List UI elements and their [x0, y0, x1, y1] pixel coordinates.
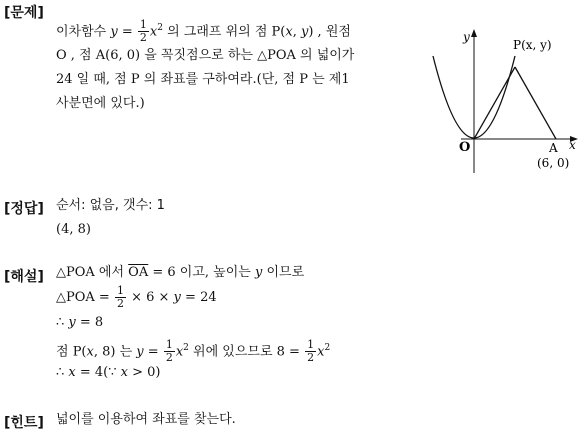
answer-text [56, 194, 165, 242]
explanation-line-4: 점 P(x, 8) 는 y = $\frac{1}{2}$ $x^2$ 위에 있으므로 8 = $\frac{1}{2}$ $x^2$ [56, 338, 331, 365]
explanation-label: [해설] [4, 269, 44, 285]
x-axis-label: x [569, 138, 576, 152]
explanation-line-3: ∴ y = 8 [56, 315, 104, 330]
point-a-coords: (6, 0) [537, 156, 570, 170]
fraction: $\frac{1}{2}$ [307, 338, 315, 365]
explanation-line-1: △POA 에서 $\overline{OA} = 6$ 이고, 높이는 y 이므로 [56, 265, 305, 280]
answer-line-2: (4, 8) [56, 222, 91, 237]
y-axis-label: y [463, 30, 470, 44]
hint-text: 넓이를 이용하여 좌표를 찾는다. [56, 412, 236, 427]
problem-line-4: 사분면에 있다.) [56, 96, 145, 112]
problem-line-1: 이차함수 y = $\frac{1}{2}$ $x^2$ 의 그래프 위의 점 P(x, y) , 원점 [56, 18, 351, 45]
explanation-line-2: △POA = $\frac{1}{2}$ × 6 × y = 24 [56, 284, 217, 310]
point-p-label: P(x, y) [513, 38, 552, 52]
explanation-line-5: ∴ x = 4(∵ x > 0) [56, 365, 161, 380]
problem-line-3: 24 일 때, 점 P 의 좌표를 구하여라.(단, 점 P 는 제1 [56, 72, 350, 88]
problem-line-2: O , 점 A(6, 0) 을 꼭짓점으로 하는 △POA 의 넓이가 [56, 48, 355, 64]
problem-text [56, 16, 354, 116]
segment-op [474, 67, 515, 139]
problem-label: [문제] [4, 5, 44, 21]
origin-label: O [459, 140, 471, 155]
fraction: $\frac{1}{2}$ [165, 338, 173, 365]
fraction: $\frac{1}{2}$ [139, 18, 147, 45]
explanation-text [56, 262, 330, 384]
point-a-label: A [549, 141, 558, 155]
answer-line-1: 순서: 없음, 갯수: 1 [56, 198, 165, 213]
fraction: $\frac{1}{2}$ [116, 284, 124, 310]
segment-pa [515, 67, 556, 139]
parabola-graph [425, 25, 582, 175]
hint-label: [힌트] [4, 415, 44, 431]
answer-label: [정답] [4, 201, 44, 217]
y-axis-arrow [471, 29, 477, 37]
